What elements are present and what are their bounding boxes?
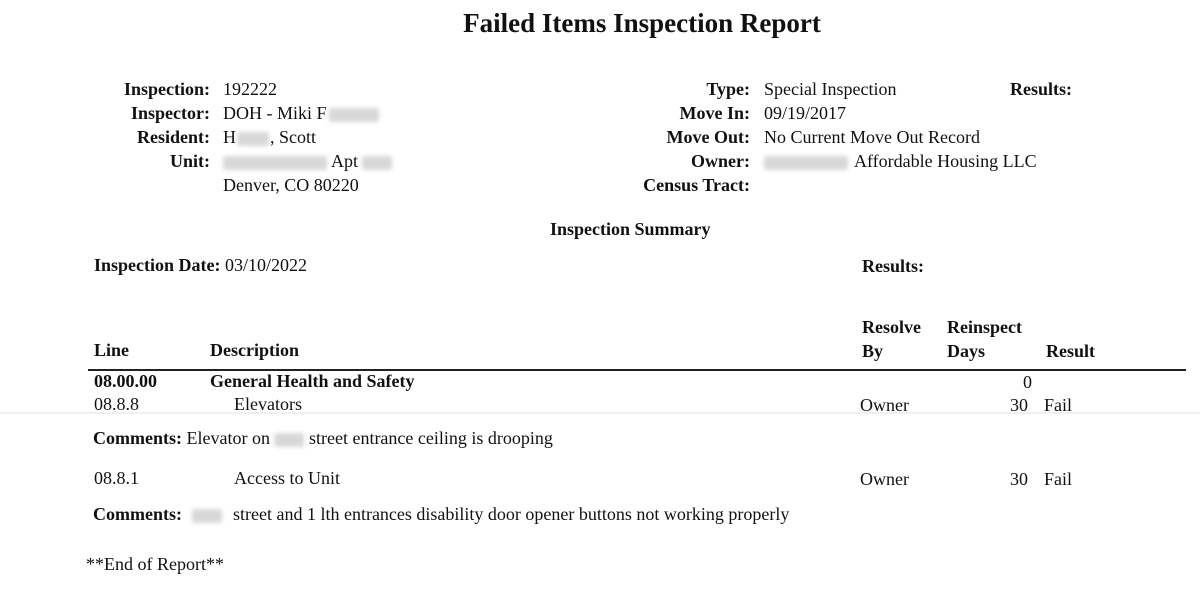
inspector-value: DOH - Miki F	[223, 103, 379, 124]
inspector-label: Inspector:	[131, 103, 210, 123]
summary-results-label: Results:	[862, 256, 924, 276]
row-days: 30	[1010, 469, 1028, 489]
col-line: Line	[94, 340, 130, 360]
owner-label: Owner:	[691, 151, 750, 171]
row-result: Fail	[1044, 469, 1073, 489]
summary-heading: Inspection Summary	[550, 219, 711, 239]
move-in-label: Move In:	[679, 103, 750, 123]
unit-city-line: Denver, CO 80220	[223, 175, 359, 195]
move-in-value: 09/19/2017	[764, 103, 847, 123]
row-line: 08.8.1	[94, 468, 139, 488]
move-out-value: No Current Move Out Record	[764, 127, 980, 147]
inspection-label: Inspection:	[123, 79, 210, 99]
col-resolve-line1: Resolve	[862, 317, 921, 337]
row-days: 0	[1023, 372, 1032, 392]
end-of-report: **End of Report**	[86, 554, 224, 574]
census-tract-label: Census Tract:	[643, 175, 750, 195]
col-reinspect-line2: Days	[947, 341, 986, 361]
row-line: 08.00.00	[94, 371, 157, 391]
results-label: Results:	[1010, 79, 1072, 99]
report-title: Failed Items Inspection Report	[463, 8, 821, 38]
col-resolve-line2: By	[862, 341, 884, 361]
row-description: General Health and Safety	[210, 371, 415, 391]
resident-value: H , Scott	[223, 127, 317, 147]
row-resolve-by: Owner	[860, 469, 909, 489]
col-reinspect-line1: Reinspect	[947, 317, 1022, 337]
row-comment: Comments: Elevator on street entrance ceiling is drooping	[93, 428, 553, 448]
col-description: Description	[210, 340, 299, 360]
owner-value: Affordable Housing LLC	[764, 151, 1037, 172]
row-line: 08.8.8	[94, 394, 139, 414]
move-out-label: Move Out:	[666, 127, 750, 147]
col-result: Result	[1046, 341, 1095, 361]
row-comment: Comments: street and 1 lth entrances disability door opener buttons not working properly	[93, 504, 790, 524]
inspection-date: Inspection Date: 03/10/2022	[94, 255, 308, 275]
row-description: Elevators	[234, 394, 302, 414]
row-days: 30	[1010, 395, 1028, 415]
row-resolve-by: Owner	[860, 395, 909, 415]
unit-label: Unit:	[170, 151, 210, 171]
row-result: Fail	[1044, 395, 1073, 415]
inspection-number: 192222	[223, 79, 277, 99]
row-description: Access to Unit	[234, 468, 340, 488]
type-value: Special Inspection	[764, 79, 897, 99]
type-label: Type:	[706, 79, 750, 99]
resident-label: Resident:	[137, 127, 210, 147]
unit-value: Apt	[223, 151, 392, 172]
